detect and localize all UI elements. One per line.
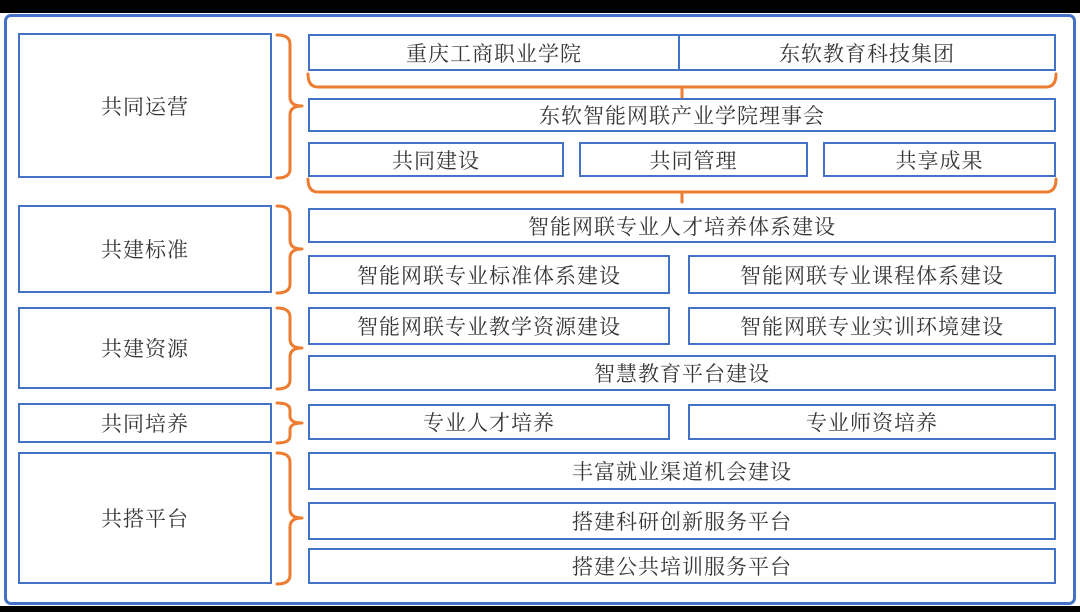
- category-box-joint-training: 共同培养: [18, 403, 272, 443]
- partner-box-college: 重庆工商职业学院: [308, 34, 680, 71]
- resources-left-box: 智能网联专业教学资源建设: [308, 307, 670, 345]
- council-box: 东软智能网联产业学院理事会: [308, 98, 1056, 132]
- standards-system-box: 智能网联专业人才培养体系建设: [308, 208, 1056, 243]
- principle-box-manage: 共同管理: [579, 142, 808, 177]
- top-black-bar: [0, 0, 1080, 13]
- category-box-joint-operation: 共同运营: [18, 33, 272, 178]
- platform-research-box: 搭建科研创新服务平台: [308, 502, 1056, 540]
- partner-box-neusoft-group: 东软教育科技集团: [678, 34, 1056, 71]
- principle-box-build: 共同建设: [308, 142, 564, 177]
- standards-right-box: 智能网联专业课程体系建设: [688, 255, 1056, 294]
- resources-platform-box: 智慧教育平台建设: [308, 355, 1056, 391]
- category-box-joint-standards: 共建标准: [18, 205, 272, 293]
- bottom-black-bar: [0, 606, 1080, 612]
- resources-right-box: 智能网联专业实训环境建设: [688, 307, 1056, 345]
- training-talent-box: 专业人才培养: [308, 404, 670, 440]
- platform-public-training-box: 搭建公共培训服务平台: [308, 548, 1056, 584]
- training-teacher-box: 专业师资培养: [688, 404, 1056, 440]
- category-box-joint-resources: 共建资源: [18, 307, 272, 389]
- principle-box-share: 共享成果: [823, 142, 1056, 177]
- standards-left-box: 智能网联专业标准体系建设: [308, 255, 670, 294]
- platform-employment-box: 丰富就业渠道机会建设: [308, 452, 1056, 490]
- category-box-joint-platform: 共搭平台: [18, 452, 272, 584]
